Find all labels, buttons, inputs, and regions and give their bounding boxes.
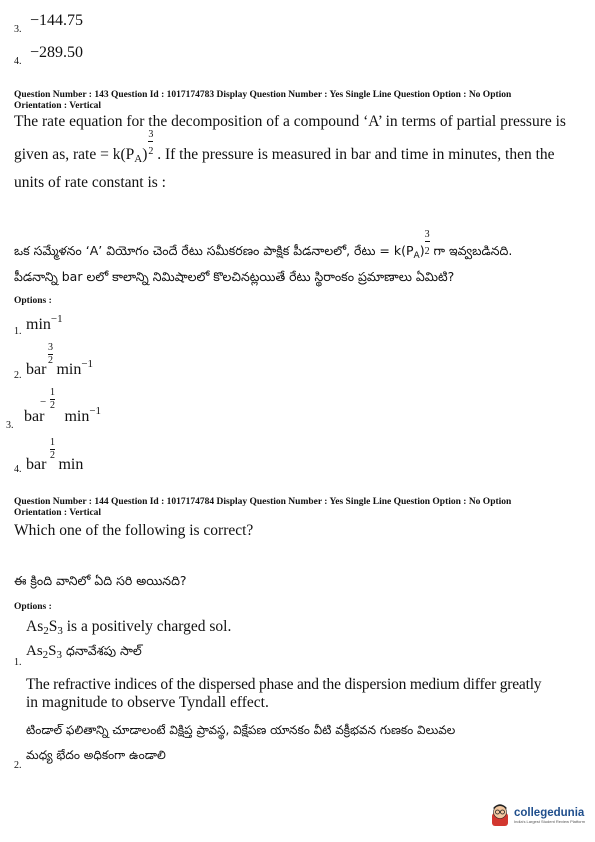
- option-value: −144.75: [30, 12, 84, 29]
- logo-brand: collegedunia: [514, 806, 585, 819]
- option-value: −289.50: [30, 44, 84, 61]
- option-2-te-line-1: టిండాల్ ఫలితాన్ని చూడాలంటే విక్షిప్త ప్రావస్థ, విక్షేపణ యానకం వీటి వక్రీభవన గుణకం విలువల: [26, 723, 456, 737]
- meta-line-1: Question Number : 144 Question Id : 1017174784 Display Question Number : Yes Single Line Question Option : No Option: [14, 497, 512, 507]
- option-2-en-line-2: in magnitude to observe Tyndall effect.: [26, 694, 269, 711]
- question-143-te-line-2: పీడనాన్ని bar లలో కాలాన్ని నిమిషాలలో కొలచినట్లయితే రేటు స్థిరాంకం ప్రమాణాలు ఏమిటి?: [14, 269, 455, 284]
- question-144-en: Which one of the following is correct?: [14, 522, 254, 539]
- meta-line-2: Orientation : Vertical: [14, 508, 102, 518]
- logo-tagline: India's Largest Student Review Platform: [514, 818, 586, 824]
- question-143-meta: [14, 90, 584, 112]
- exponent-fraction: 1 2: [50, 437, 55, 461]
- options-label: Options :: [14, 602, 52, 612]
- meta-line-1: Question Number : 143 Question Id : 1017174783 Display Question Number : Yes Single Line Question Option : No Option: [14, 90, 512, 100]
- exponent-fraction: $\frac{3}{2}$: [424, 229, 430, 257]
- option-2-en-line-1: The refractive indices of the dispersed phase and the dispersion medium differ greatly: [26, 676, 542, 693]
- question-143-en-line-3: units of rate constant is :: [14, 174, 166, 191]
- option-1[interactable]: As2S3 is a positively charged sol. $As_2S_3$ ధనావేశపు సాల్ 1.: [14, 618, 232, 668]
- option-1-en: As2S3 is a positively charged sol.: [26, 618, 232, 637]
- options-label: Options :: [14, 296, 52, 306]
- option-2-te-line-2: మధ్య భేదం అధికంగా ఉండాలి: [26, 748, 166, 762]
- exponent-fraction: 3 2: [48, 342, 53, 366]
- option-number: 3.: [14, 24, 22, 35]
- question-143-en-line-2: given as, rate = $k(P_A)$ $\frac{3}{2}$ . If the pressure is measured in bar and time in minutes, then the: [14, 129, 555, 166]
- option-1-te: $As_2S_3$ ధనావేశపు సాల్: [26, 643, 142, 661]
- question-143-te-line-1: ఒక సమ్మేళనం ‘A’ వియోగం చెందే రేటు సమీకరణం పాక్షిక పీడనాలలో, రేటు = $k(P_A)$ $\frac{3}{2}$ గా ఇవ్వబడినది.: [14, 229, 513, 261]
- question-144-meta: [14, 497, 584, 519]
- collegedunia-logo: [489, 803, 585, 827]
- option-number: 4.: [14, 56, 22, 67]
- question-144-te: ఈ క్రింది వానిలో ఏది సరి అయినది?: [14, 573, 187, 588]
- exponent-fraction: $\frac{3}{2}$: [148, 129, 154, 157]
- meta-line-2: Orientation : Vertical: [14, 101, 102, 111]
- mascot-icon: [489, 803, 511, 827]
- option-2[interactable]: The refractive indices of the dispersed phase and the dispersion medium differ greatly in magnitude to observe Tyndall effect. టిండాల్ ఫలితాన్ని చూడాలంటే విక్షిప్త ప్రావస్థ, విక్షేపణ యానకం వీటి వక్రీభవన గుణకం విలువల మధ్య భేదం అధికంగా ఉండాలి 2.: [14, 676, 542, 771]
- question-143-en-line-1: The rate equation for the decomposition of a compound ‘A’ in terms of partial pressure is: [14, 113, 566, 130]
- exponent-fraction: 1 2: [50, 387, 55, 411]
